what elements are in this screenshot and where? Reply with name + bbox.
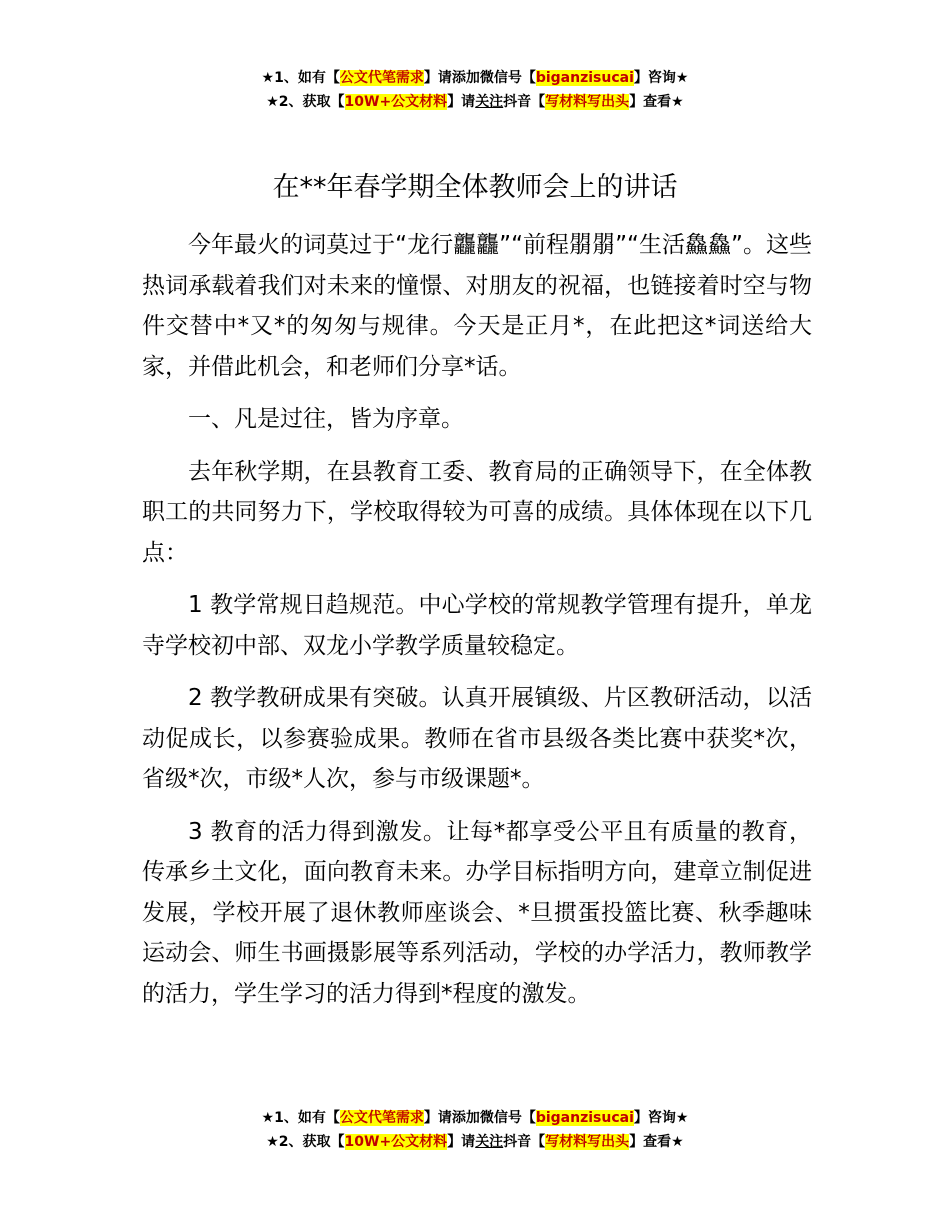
banner-underlined: 关注 [475, 1134, 504, 1150]
banner-text: ★2、获取【 [266, 1134, 345, 1150]
douyin-highlight: 写材料写出头 [545, 1134, 630, 1150]
banner-text: 】咨询★ [633, 1110, 689, 1126]
banner-text: 抖音【 [503, 1134, 546, 1150]
document-title: 在**年春学期全体教师会上的讲话 [272, 172, 678, 203]
banner-line-2 [0, 90, 950, 114]
banner-highlight: 10W+公文材料 [344, 1134, 448, 1150]
banner-text: 】请添加微信号【 [423, 70, 536, 86]
banner-text: 】请 [447, 1134, 476, 1150]
paragraph-point-2: 2 教学教研成果有突破。认真开展镇级、片区教研活动，以活动促成长，以参赛验成果。教师在省市县级各类比赛中获奖*次，省级*次，市级*人次，参与市级课题*。 [142, 685, 812, 792]
wechat-id-highlight: biganzisucai [535, 1110, 634, 1126]
douyin-highlight: 写材料写出头 [545, 94, 630, 110]
banner-highlight: 公文代笔需求 [339, 70, 424, 86]
wechat-id-highlight: biganzisucai [535, 70, 634, 86]
banner-text: 】查看★ [629, 94, 684, 110]
banner-text: 】查看★ [629, 1134, 684, 1150]
banner-text: ★1、如有【 [261, 1110, 340, 1126]
banner-highlight: 公文代笔需求 [339, 1110, 424, 1126]
paragraph-point-1: 1 教学常规日趋规范。中心学校的常规教学管理有提升，单龙寺学校初中部、双龙小学教学质量较稳定。 [142, 592, 812, 659]
banner-line-1 [0, 66, 950, 90]
header-banner [0, 66, 950, 114]
banner-underlined: 关注 [475, 94, 504, 110]
banner-text: ★1、如有【 [261, 70, 340, 86]
document-body [142, 225, 812, 1026]
section-heading: 一、凡是过往，皆为序章。 [188, 406, 464, 432]
banner-text: 】咨询★ [633, 70, 689, 86]
paragraph-point-3: 3 教育的活力得到激发。让每*都享受公平且有质量的教育，传承乡土文化，面向教育未来。办学目标指明方向，建章立制促进发展，学校开展了退休教师座谈会、*旦掼蛋投篮比赛、秋季趣味运动会、师生书画摄影展等系列活动，学校的办学活力，教师教学的活力，学生学习的活力得到*程度的激发。 [142, 818, 812, 1007]
paragraph-intro: 今年最火的词莫过于“龙行龘龘”“前程朤朤”“生活鱻鱻”。这些热词承载着我们对未来的憧憬、对朋友的祝福，也链接着时空与物件交替中*又*的匆匆与规律。今天是正月*，在此把这*词送给大家，并借此机会，和老师们分享*话。 [142, 232, 812, 380]
footer-banner [0, 1106, 950, 1154]
banner-text: 】请添加微信号【 [423, 1110, 536, 1126]
banner-text: 抖音【 [503, 94, 546, 110]
paragraph-review: 去年秋学期，在县教育工委、教育局的正确领导下，在全体教职工的共同努力下，学校取得较为可喜的成绩。具体体现在以下几点： [142, 458, 812, 566]
banner-line-1 [0, 1106, 950, 1130]
banner-line-2 [0, 1130, 950, 1154]
banner-text: 】请 [447, 94, 476, 110]
banner-highlight: 10W+公文材料 [344, 94, 448, 110]
banner-text: ★2、获取【 [266, 94, 345, 110]
